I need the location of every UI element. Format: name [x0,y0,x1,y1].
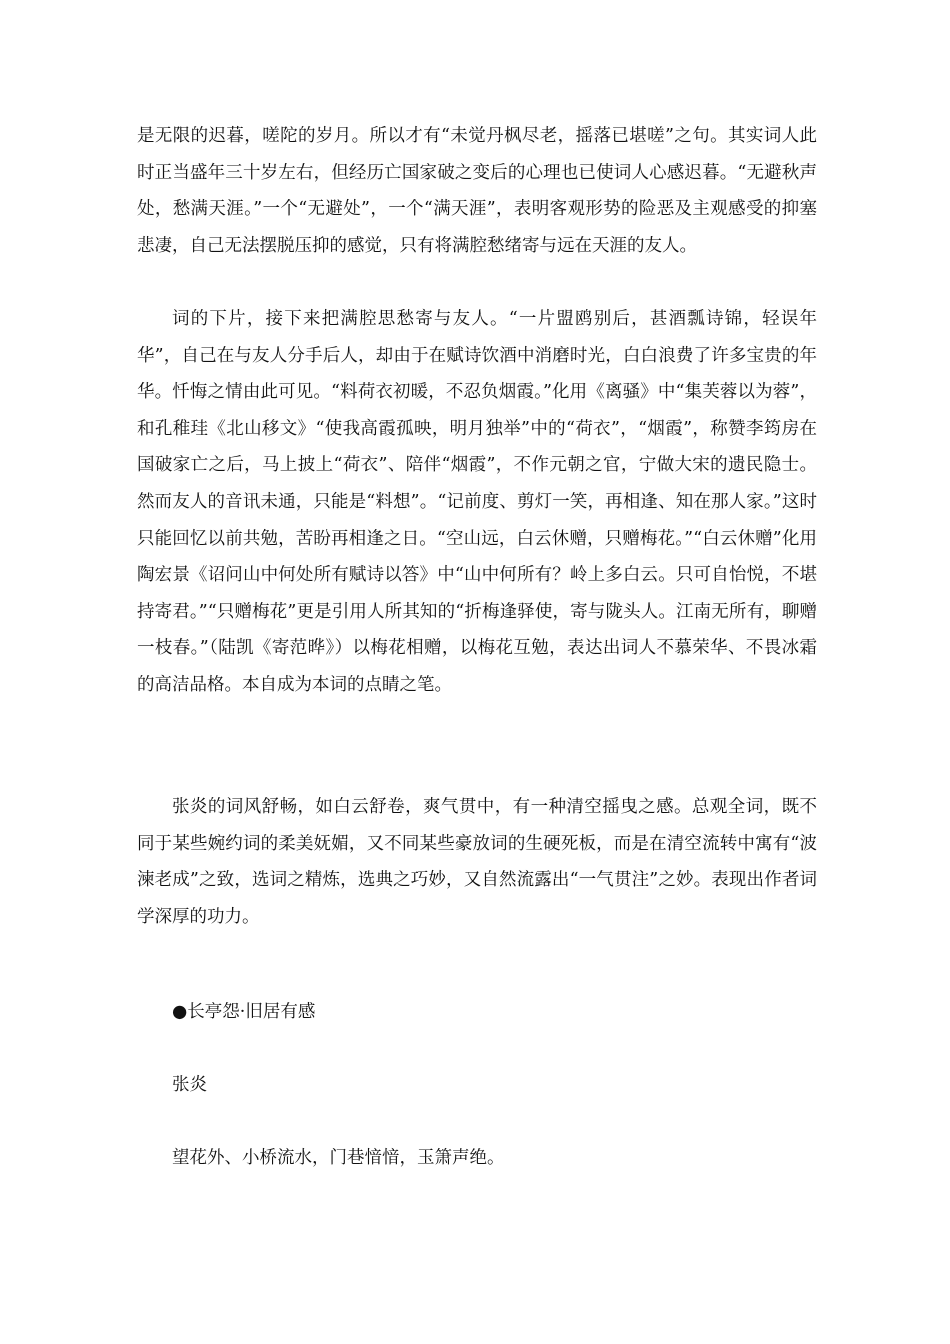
paragraph-continuation: 是无限的迟暮，嗟陀的岁月。所以才有“未觉丹枫尽老，摇落已堪嗟”之句。其实词人此时正当盛年三十岁左右，但经历亡国家破之变后的心理也已使词人心感迟暮。“无避秋声处，愁满天涯。”一个“无避处”，一个“满天涯”，表明客观形势的险恶及主观感受的抑塞悲凄，自己无法摆脱压抑的感觉，只有将满腔愁绪寄与远在天涯的友人。 [137,126,817,256]
paragraph-second-half-analysis: 词的下片，接下来把满腔思愁寄与友人。“一片盟鸥别后，甚酒瓢诗锦，轻误年华”，自己在与友人分手后人，却由于在赋诗饮酒中消磨时光，白白浪费了许多宝贵的年华。忏悔之情由此可见。“料荷衣初暖，不忍负烟霞。”化用《离骚》中“集芙蓉以为蓉”，和孔稚珪《北山移文》“使我高霞孤映，明月独举”中的“荷衣”，“烟霞”，称赞李筠房在国破家亡之后，马上披上“荷衣”、陪伴“烟霞”，不作元朝之官，宁做大宋的遗民隐士。然而友人的音讯未通，只能是“料想”。“记前度、剪灯一笑，再相逢、知在那人家。”这时只能回忆以前共勉，苦盼再相逢之日。“空山远，白云休赠，只赠梅花。”“白云休赠”化用陶宏景《诏问山中何处所有赋诗以答》中“山中何所有？岭上多白云。只可自怡悦，不堪持寄君。”“只赠梅花”更是引用人所其知的“折梅逢驿使，寄与陇头人。江南无所有，聊赠一枝春。”（陆凯《寄范晔》）以梅花相赠，以梅花互勉，表达出词人不慕荣华、不畏冰霜的高洁品格。本自成为本词的点睛之笔。 [137,309,817,695]
poem-first-line: 望花外、小桥流水，门巷愔愔，玉箫声绝。 [172,1148,505,1168]
poem-title: ●长亭怨·旧居有感 [172,1002,316,1022]
poem-author: 张炎 [172,1075,207,1095]
paragraph-style-summary: 张炎的词风舒畅，如白云舒卷，爽气贯中，有一种清空摇曳之感。总观全词，既不同于某些婉约词的柔美妩媚，又不同某些豪放词的生硬死板，而是在清空流转中寓有“波湅老成”之致，选词之精炼，选典之巧妙，又自然流露出“一气贯注”之妙。表现出作者词学深厚的功力。 [137,797,817,927]
